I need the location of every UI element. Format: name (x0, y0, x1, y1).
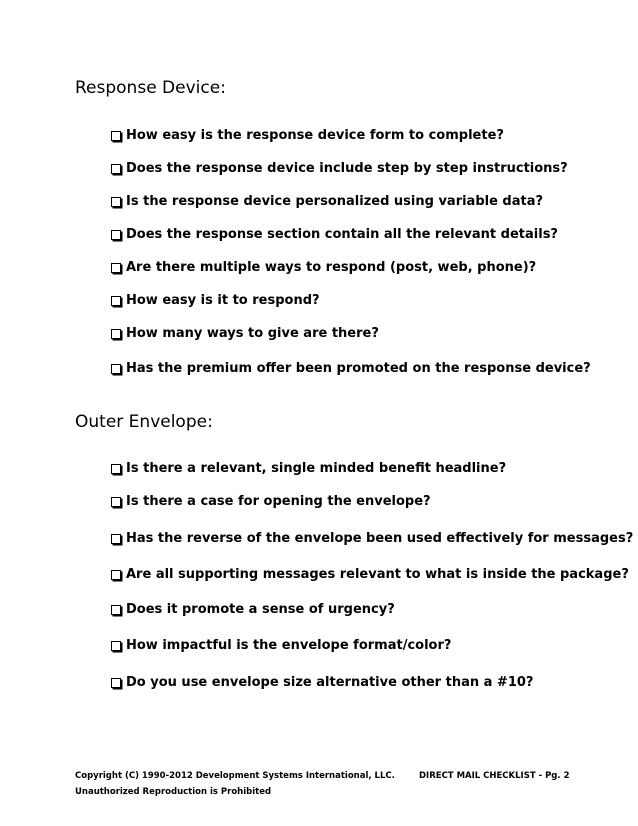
section-heading-response-device: Response Device: (75, 78, 226, 98)
checklist-item[interactable] (111, 461, 506, 476)
checklist-item[interactable] (111, 531, 633, 546)
checklist-item-label: How easy is it to respond? (126, 293, 320, 308)
checklist-item[interactable] (111, 361, 591, 376)
checklist-item-label: Are all supporting messages relevant to what is inside the package? (126, 567, 629, 582)
checklist-item[interactable] (111, 194, 543, 209)
checkbox-icon[interactable] (111, 329, 121, 339)
checklist-item[interactable] (111, 128, 504, 143)
checklist-item-label: How impactful is the envelope format/color? (126, 638, 452, 653)
checkbox-icon[interactable] (111, 464, 121, 474)
checklist-item-label: Are there multiple ways to respond (post, web, phone)? (126, 260, 537, 275)
checklist-item[interactable] (111, 638, 451, 653)
checkbox-icon[interactable] (111, 570, 121, 580)
checkbox-icon[interactable] (111, 197, 121, 207)
checklist-item[interactable] (111, 227, 558, 242)
checklist-item[interactable] (111, 602, 395, 617)
footer-copyright: Copyright (C) 1990-2012 Development Systems International, LLC. (75, 771, 395, 781)
checklist-item-label: Is there a case for opening the envelope? (126, 494, 431, 509)
checkbox-icon[interactable] (111, 678, 121, 688)
checklist-item[interactable] (111, 326, 379, 341)
checkbox-icon[interactable] (111, 605, 121, 615)
checklist-item[interactable] (111, 260, 536, 275)
checkbox-icon[interactable] (111, 230, 121, 240)
checkbox-icon[interactable] (111, 131, 121, 141)
checklist-item-label: Does it promote a sense of urgency? (126, 602, 395, 617)
checklist-item-label: Do you use envelope size alternative other than a #10? (126, 675, 534, 690)
checklist-item[interactable] (111, 293, 320, 308)
checklist-item-label: How easy is the response device form to complete? (126, 128, 504, 143)
checklist-item-label: Is the response device personalized using variable data? (126, 194, 544, 209)
footer-page-label: DIRECT MAIL CHECKLIST - Pg. 2 (419, 771, 570, 781)
checklist-item-label: Does the response device include step by step instructions? (126, 161, 568, 176)
checklist-item[interactable] (111, 494, 431, 509)
checklist-item-label: How many ways to give are there? (126, 326, 379, 341)
footer-copyright-block (75, 768, 395, 800)
checklist-item-label: Is there a relevant, single minded benefit headline? (126, 461, 507, 476)
checklist-item-label: Has the reverse of the envelope been used effectively for messages? (126, 531, 634, 546)
checkbox-icon[interactable] (111, 296, 121, 306)
section-heading-outer-envelope: Outer Envelope: (75, 412, 213, 432)
checkbox-icon[interactable] (111, 364, 121, 374)
checkbox-icon[interactable] (111, 534, 121, 544)
checkbox-icon[interactable] (111, 641, 121, 651)
checkbox-icon[interactable] (111, 497, 121, 507)
checklist-item-label: Does the response section contain all the relevant details? (126, 227, 558, 242)
checkbox-icon[interactable] (111, 263, 121, 273)
checklist-item[interactable] (111, 675, 533, 690)
checkbox-icon[interactable] (111, 164, 121, 174)
footer-notice: Unauthorized Reproduction is Prohibited (75, 787, 272, 797)
checklist-item[interactable] (111, 567, 629, 582)
checklist-item-label: Has the premium offer been promoted on the response device? (126, 361, 591, 376)
checklist-item[interactable] (111, 161, 568, 176)
